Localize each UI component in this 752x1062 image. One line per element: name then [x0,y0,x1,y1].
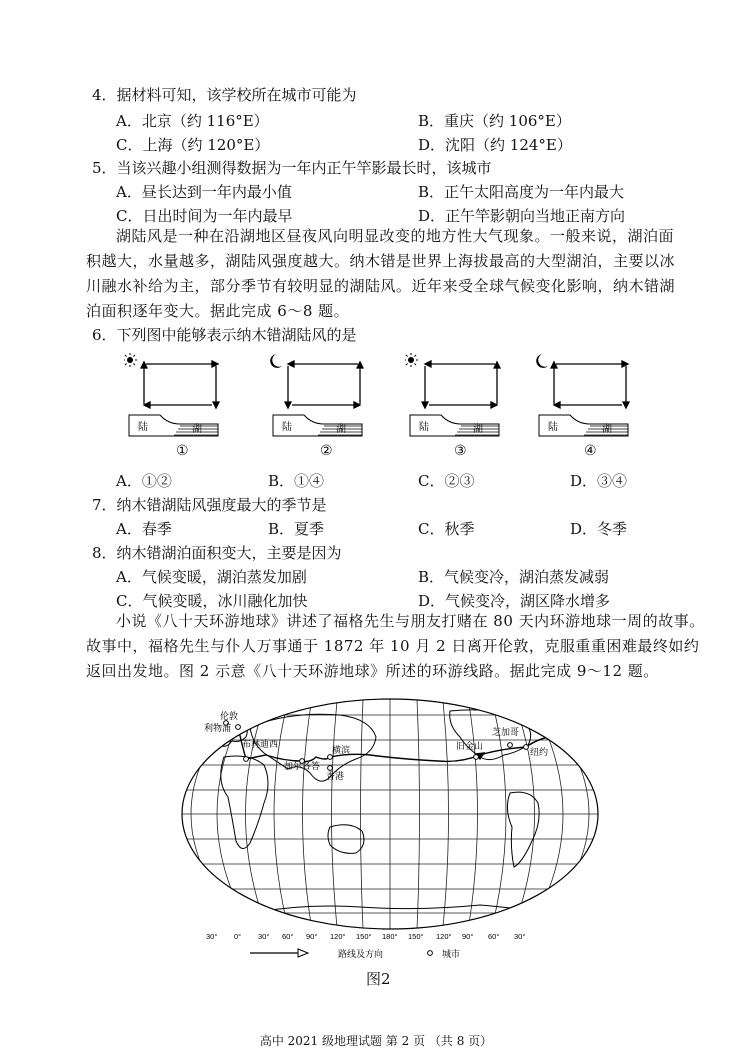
q8-option-b: B．气候变冷，湖泊蒸发减弱 [418,568,610,586]
passage-lake-land-breeze [86,224,676,324]
svg-text:30°: 30° [206,932,218,941]
q6-stem: 6．下列图中能够表示纳木错湖陆风的是 [92,326,357,344]
passage1-line-3: 川融水补给为主，部分季节有较明显的湖陆风。近年来受全球气候变化影响，纳木错湖 [86,277,676,295]
legend-city-label: 城市 [442,950,461,960]
passage2-line-1: 小说《八十天环游地球》讲述了福格先生与朋友打赌在 80 天内环游地球一周的故事。 [116,612,705,630]
diagram-1-number: ① [176,443,189,459]
passage2-line-3: 返回出发地。图 2 示意《八十天环游地球》所述的环游线路。据此完成 9～12 题。 [86,662,659,680]
diagram-3-number: ③ [454,443,467,459]
world-route-map [180,697,600,965]
lake-label: 湖 [336,424,346,435]
svg-text:30°: 30° [514,932,526,941]
svg-text:60°: 60° [488,932,500,941]
moon-icon [270,354,282,368]
svg-text:180°: 180° [382,932,398,941]
page-footer: 高中 2021 级地理试题 第 2 页 （共 8 页） [259,1034,493,1048]
city-london: 伦敦 [220,711,239,721]
q4-option-b: B．重庆（约 106°E） [418,112,571,130]
land-label: 陆 [419,422,429,433]
q5-option-a: A．昼长达到一年内最小值 [116,183,292,201]
city-new-york: 纽约 [530,747,549,757]
land-label: 陆 [282,422,292,433]
passage1-line-1: 湖陆风是一种在沿湖地区昼夜风向明显改变的地方性大气现象。一般来说，湖泊面 [116,227,675,245]
q6-option-a: A．①② [116,472,172,490]
city-san-francisco: 旧金山 [456,741,484,751]
longitude-labels [206,932,525,941]
q5-stem: 5．当该兴趣小组测得数据为一年内正午竿影最长时，该城市 [92,159,492,177]
passage1-line-4: 泊面积逐年变大。据此完成 6～8 题。 [86,302,350,320]
q6-option-d: D．③④ [570,472,628,490]
moon-icon [536,354,548,368]
q4-option-c: C．上海（约 120°E） [116,136,270,154]
q8-stem: 8．纳木错湖泊面积变大，主要是因为 [92,544,342,562]
lake-label: 湖 [473,424,483,435]
diagram-2 [268,350,368,440]
lake-label: 湖 [192,424,202,435]
svg-text:120°: 120° [436,932,452,941]
svg-text:150°: 150° [408,932,424,941]
q8-option-a: A．气候变暖，湖泊蒸发加剧 [116,568,307,586]
figure-caption: 图2 [366,970,391,988]
q4-option-a: A．北京（约 116°E） [116,112,269,130]
passage2-line-2: 故事中，福格先生与仆人万事通于 1872 年 10 月 2 日离开伦敦，克服重重困难最终如约 [86,637,700,655]
lake-label: 湖 [602,424,612,435]
q5-option-c: C．日出时间为一年内最早 [116,207,293,225]
city-calcutta: 加尔各答 [284,761,321,771]
diagram-2-number: ② [320,443,333,459]
svg-text:30°: 30° [258,932,270,941]
q8-option-c: C．气候变暖，冰川融化加快 [116,592,308,610]
land-label: 陆 [138,422,148,433]
svg-text:90°: 90° [462,932,474,941]
city-liverpool: 利物浦 [204,723,232,733]
q6-option-b: B．①④ [268,472,325,490]
map-legend [250,948,460,960]
q4-stem: 4．据材料可知，该学校所在城市可能为 [92,86,357,104]
city-hongkong: 香港 [326,771,345,781]
africa-outline [221,756,268,849]
svg-text:120°: 120° [330,932,346,941]
passage1-line-2: 积越大，水量越多，湖陆风强度越大。纳木错是世界上海拔最高的大型湖泊，主要以冰 [86,252,676,270]
q7-option-b: B．夏季 [268,520,325,538]
svg-text:150°: 150° [356,932,372,941]
q7-stem: 7．纳木错湖陆风强度最大的季节是 [92,496,327,514]
passage-around-the-world [86,609,705,684]
q5-option-b: B．正午太阳高度为一年内最大 [418,183,625,201]
q7-option-c: C．秋季 [418,520,475,538]
legend-route-label: 路线及方向 [338,950,384,960]
svg-text:0°: 0° [234,932,242,941]
q5-option-d: D．正午竿影朝向当地正南方向 [418,207,626,225]
diagram-3 [405,350,505,440]
sun-icon [405,353,418,367]
sun-icon [124,353,137,367]
q7-option-d: D．冬季 [570,520,628,538]
q8-option-d: D．气候变冷，湖区降水增多 [418,592,611,610]
diagram-1 [124,350,224,440]
land-label: 陆 [548,422,558,433]
city-chicago: 芝加哥 [492,727,520,737]
q7-option-a: A．春季 [116,520,172,538]
svg-text:90°: 90° [306,932,318,941]
city-yokohama: 横滨 [332,745,351,755]
q6-option-c: C．②③ [418,472,475,490]
svg-text:60°: 60° [282,932,294,941]
diagram-4-number: ④ [584,443,597,459]
q4-option-d: D．沈阳（约 124°E） [418,136,572,154]
diagram-4 [534,350,634,440]
city-brindisi: 布林迪西 [242,739,279,749]
